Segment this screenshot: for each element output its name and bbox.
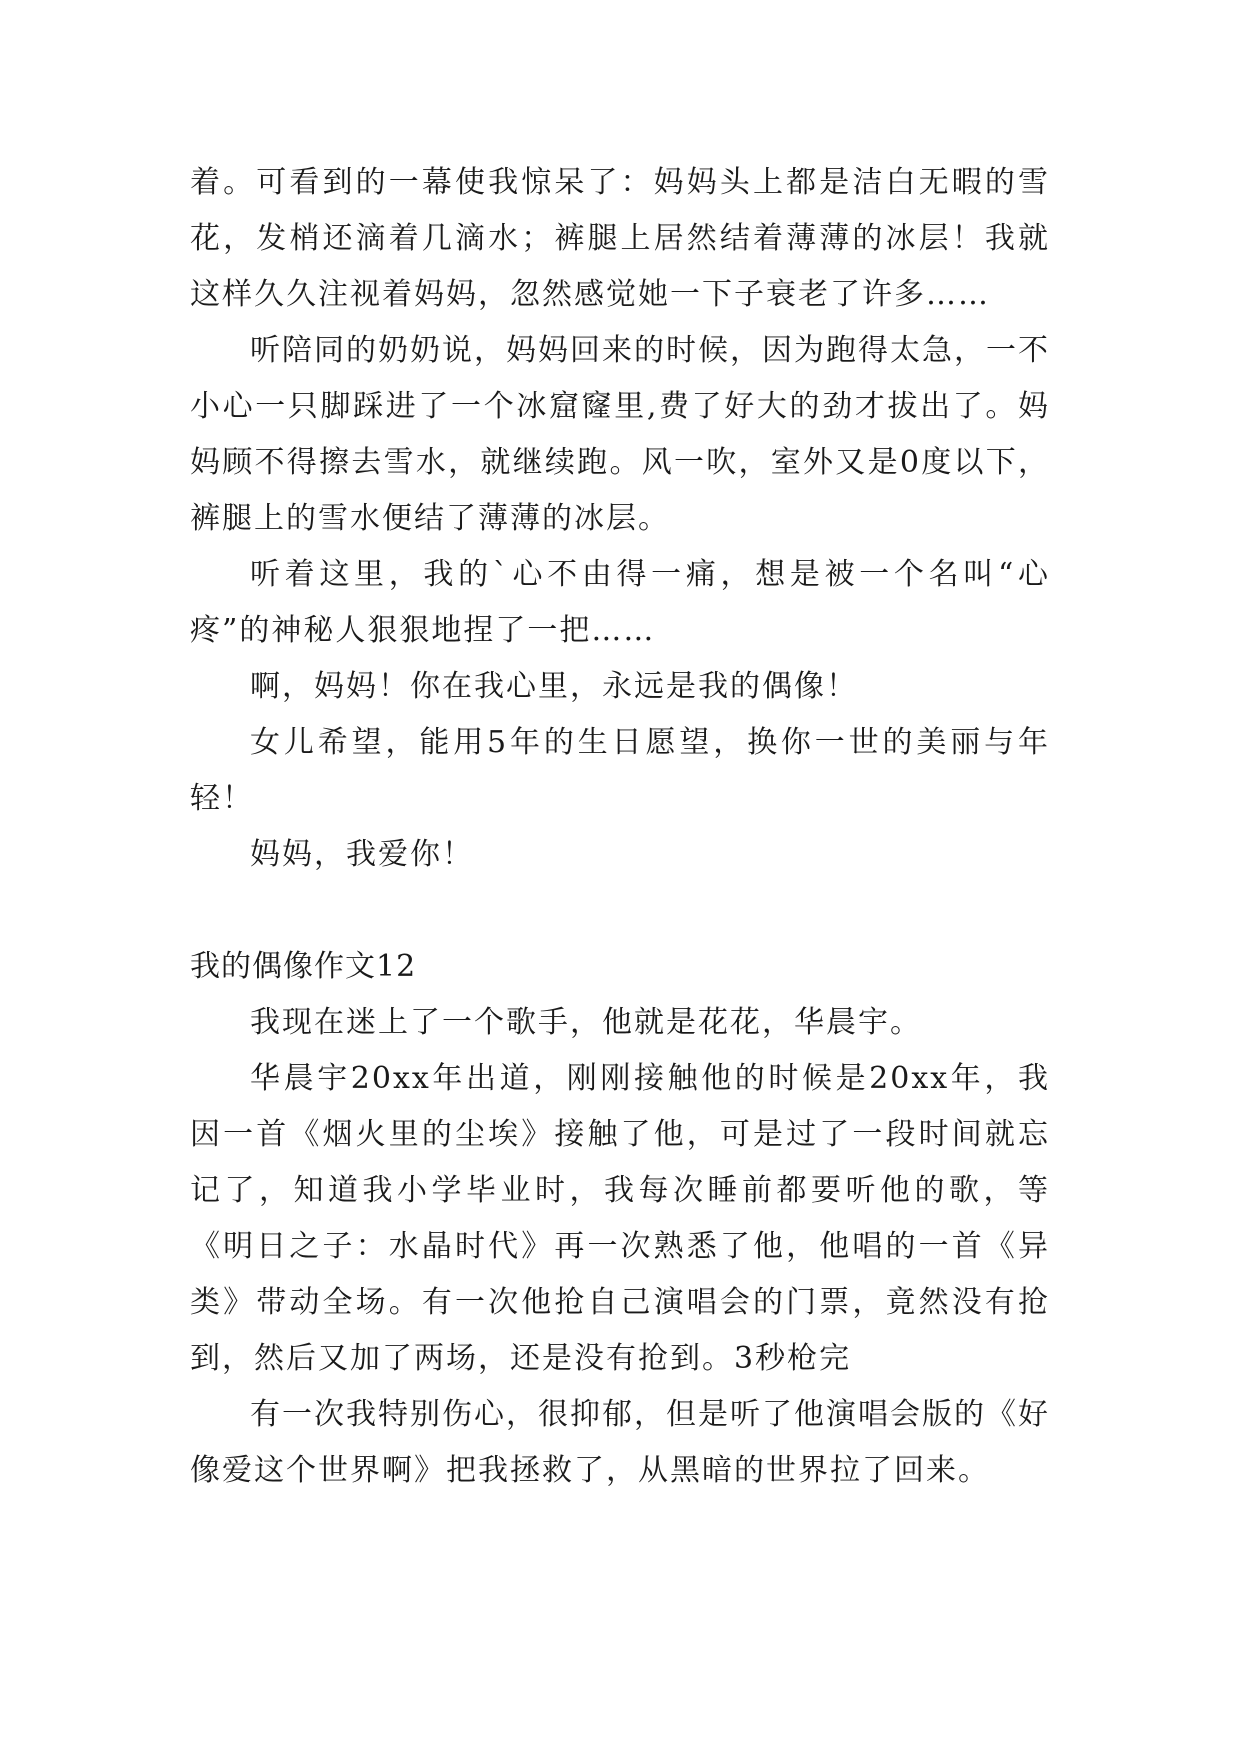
paragraph: 女儿希望，能用5年的生日愿望，换你一世的美丽与年轻！ — [190, 725, 1050, 816]
paragraph: 听陪同的奶奶说，妈妈回来的时候，因为跑得太急，一不小心一只脚踩进了一个冰窟窿里,费了好大的劲才拔出了。妈妈顾不得擦去雪水，就继续跑。风一吹，室外又是0度以下，裤腿上的雪水便结了薄薄的冰层。 — [190, 333, 1050, 536]
paragraph: 华晨宇20xx年出道，刚刚接触他的时候是20xx年，我因一首《烟火里的尘埃》接触了他，可是过了一段时间就忘记了，知道我小学毕业时，我每次睡前都要听他的歌，等《明日之子：水晶时代》再一次熟悉了他，他唱的一首《异类》带动全场。有一次他抢自己演唱会的门票，竟然没有抢到，然后又加了两场，还是没有抢到。3秒枪完 — [190, 1061, 1050, 1376]
paragraph: 我现在迷上了一个歌手，他就是花花，华晨宇。 — [250, 1005, 922, 1040]
paragraph: 妈妈，我爱你！ — [250, 837, 474, 872]
paragraph: 啊，妈妈！你在我心里，永远是我的偶像！ — [250, 669, 858, 704]
paragraph: 有一次我特别伤心，很抑郁，但是听了他演唱会版的《好像爱这个世界啊》把我拯救了，从黑暗的世界拉了回来。 — [190, 1397, 1050, 1488]
section-title: 我的偶像作文12 — [190, 949, 417, 984]
paragraph: 听着这里，我的`心不由得一痛，想是被一个名叫“心疼”的神秘人狠狠地捏了一把…… — [190, 557, 1050, 648]
paragraph-continued: 着。可看到的一幕使我惊呆了：妈妈头上都是洁白无暇的雪花，发梢还滴着几滴水；裤腿上居然结着薄薄的冰层！我就这样久久注视着妈妈，忽然感觉她一下子衰老了许多…… — [190, 165, 1050, 312]
document-body — [190, 155, 1050, 1499]
